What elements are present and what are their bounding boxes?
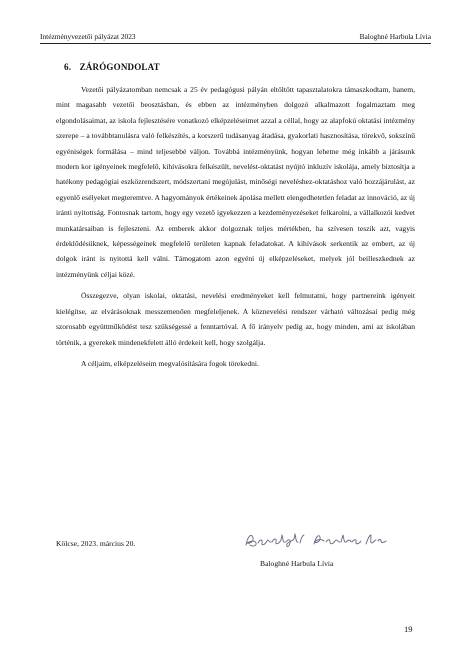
header-left-text: Intézményvezetői pályázat 2023 — [40, 32, 136, 41]
paragraph: Összegezve, olyan iskolai, oktatási, nevelési eredményeket kell felmutatni, hogy partnereink igényeit kielégítse, az elvárásoknak messzemenően megfeleljenek. A köznevelési rendszer várható változásai pedig még szorosabb együttműködést tesz szükségessé a fenntartóval. A fő irányelv pedig az, hogy minden, ami az iskolában történik, a gyerekek mindenekfelett álló érdekeit kell, hogy szolgálja. — [56, 291, 415, 347]
header-right-text: Baloghné Harbula Lívia — [359, 32, 431, 41]
body-text — [56, 82, 415, 377]
paragraph: A céljaim, elképzeléseim megvalósítására fogok törekedni. — [81, 358, 259, 368]
handwritten-signature — [242, 529, 392, 551]
page-number: 19 — [404, 624, 413, 634]
section-title-text: ZÁRÓGONDOLAT — [79, 62, 160, 72]
place-and-date: Kölcse, 2023. március 20. — [56, 539, 136, 548]
section-number: 6. — [64, 62, 72, 72]
paragraph: Vezetői pályázatomban nemcsak a 25 év pedagógusi pályán eltöltött tapasztalatokra támaszkodtam, hanem, mint magasabb vezetői beosztásban, és ebben az intézményben dolgozó alkalmazott fogalmaztam meg elgondolásaimat, az iskola fejlesztésére vonatkozó elképzeléseimet azzal a céllal, hogy az alapfokú oktatási intézmény szerepe – a továbbtanulásra való felkészítés, a korszerű tudásanyag átadása, gyakorlati hasznosítása, törekvő, sokszínű egyéniségek formálása – mind teljesebbé váljon. Továbbá intézményünk, hogyan lehetne még inkább a járásunk modern kor igényeinek megfelelő, kihívásokra felkészült, nevelést-oktatást nyújtó inkluzív iskolája, amely biztosítja a hatékony pedagógiai eszközrendszert, módszertani megújulást, minőségi neveléshez-oktatáshoz való hozzájárulást, az egyenlő esélyeket megteremtve. A hagyományok értékeinek ápolása mellett elengedhetetlen feladat az innováció, az új iránti nyitottság. Fontosnak tartom, hogy egy vezető igyekezzen a kezdeményezéseket felkarolni, a vállalkozói kedvet munkatársaiban is fejleszteni. Az emberek akkor dolgoznak teljes mértékben, ha szívesen teszik azt, vagyis érdeklődésüknek, képességeinek megfelelő területen kapnak feladatokat. A kihívások serkentik az embert, az új dolgok iránt is nyitottá kell válni. Támogatom azon egyéni új elképzeléseket, melyek jól beilleszkednek az intézményünk céljai közé. — [56, 85, 415, 279]
section-heading — [64, 62, 160, 72]
signer-name: Baloghné Harbula Lívia — [260, 559, 334, 568]
page-header — [40, 29, 431, 44]
